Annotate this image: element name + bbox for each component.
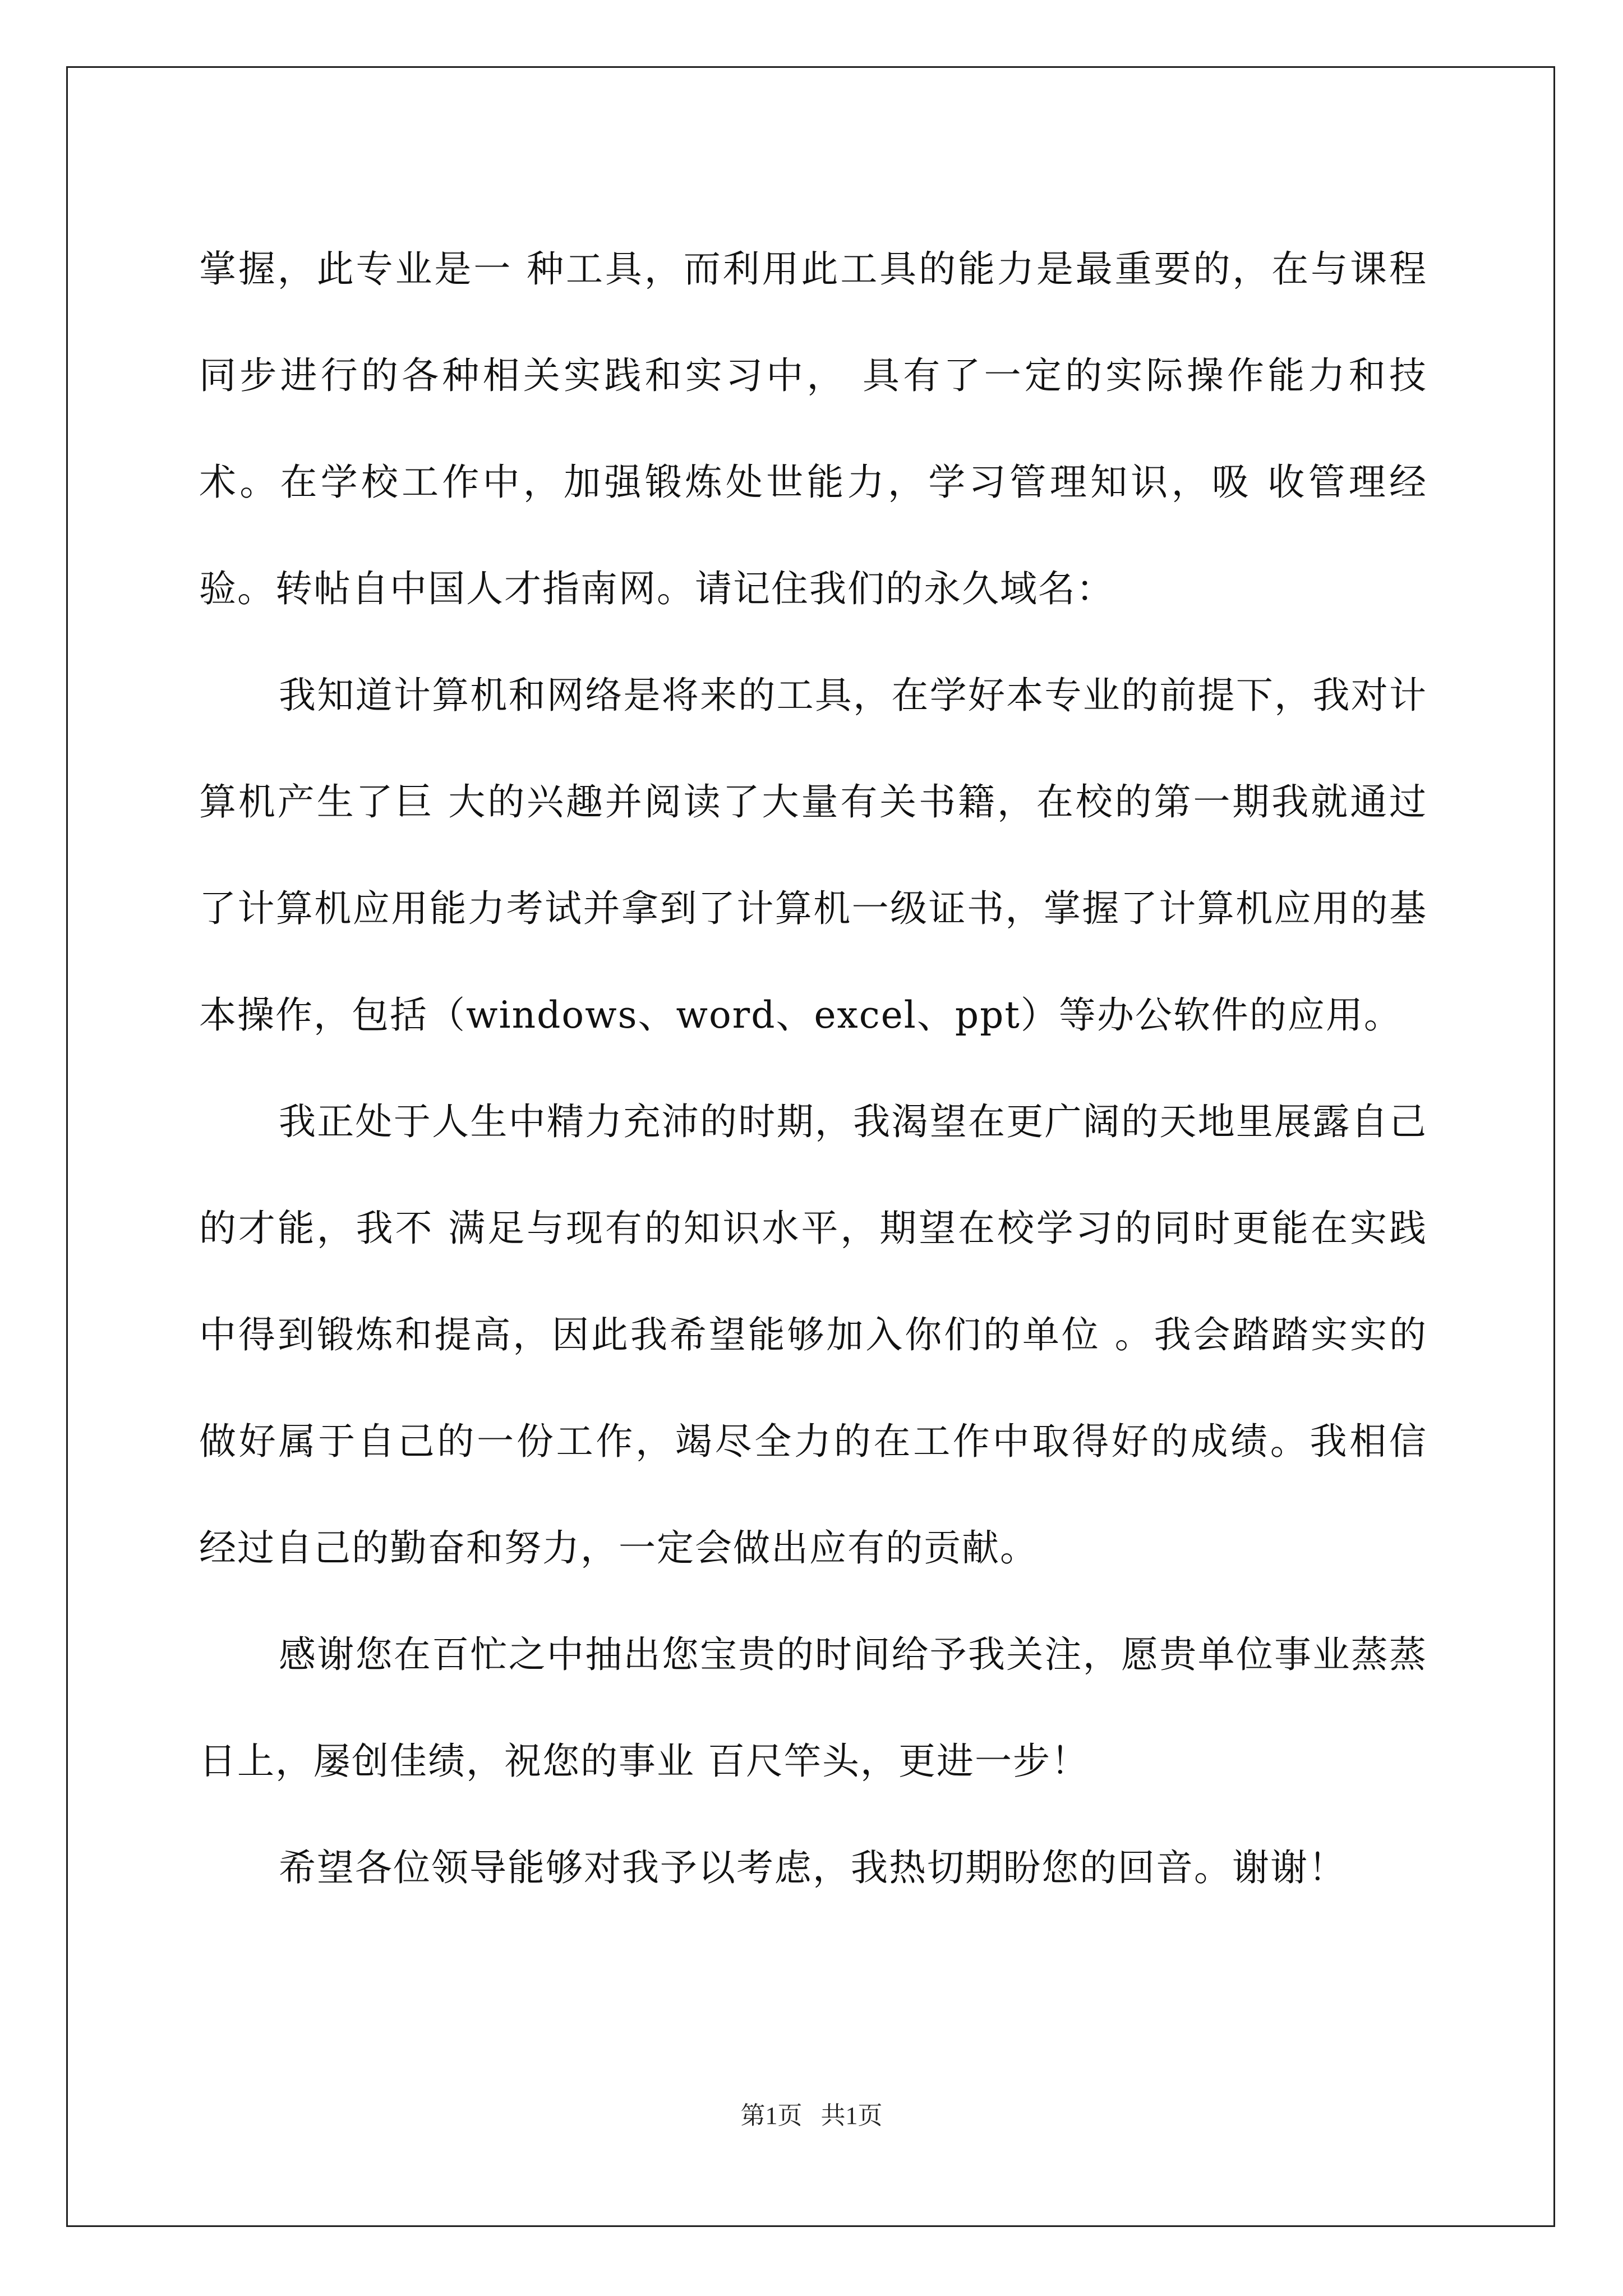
paragraph-1: 掌握，此专业是一 种工具，而利用此工具的能力是最重要的，在与课程同步进行的各种相关实践和实习中， 具有了一定的实际操作能力和技术。在学校工作中，加强锻炼处世能力，学习管理知识，吸 收管理经验。转帖自中国人才指南网。请记住我们的永久域名：	[199, 247, 1427, 610]
paragraph-2: 我知道计算机和网络是将来的工具，在学好本专业的前提下，我对计算机产生了巨 大的兴趣并阅读了大量有关书籍，在校的第一期我就通过了计算机应用能力考试并拿到了计算机一级证书，掌握了计算机应用的基本操作，包括（windows、word、excel、ppt）等办公软件的应用。	[199, 674, 1427, 1037]
paragraph-5: 希望各位领导能够对我予以考虑，我热切期盼您的回音。谢谢！	[279, 1846, 1347, 1889]
document-body	[199, 216, 1427, 1921]
paragraph-4: 感谢您在百忙之中抽出您宝贵的时间给予我关注，愿贵单位事业蒸蒸日上，屡创佳绩，祝您的事业 百尺竿头，更进一步！	[199, 1633, 1427, 1783]
paragraph-3: 我正处于人生中精力充沛的时期，我渴望在更广阔的天地里展露自己的才能，我不 满足与现有的知识水平，期望在校学习的同时更能在实践中得到锻炼和提高，因此我希望能够加入你们的单位 。我会踏踏实实的做好属于自己的一份工作，竭尽全力的在工作中取得好的成绩。我相信 经过自己的勤奋和努力，一定会做出应有的贡献。	[199, 1100, 1427, 1570]
page-footer: 第1页 共1页	[740, 2102, 883, 2129]
